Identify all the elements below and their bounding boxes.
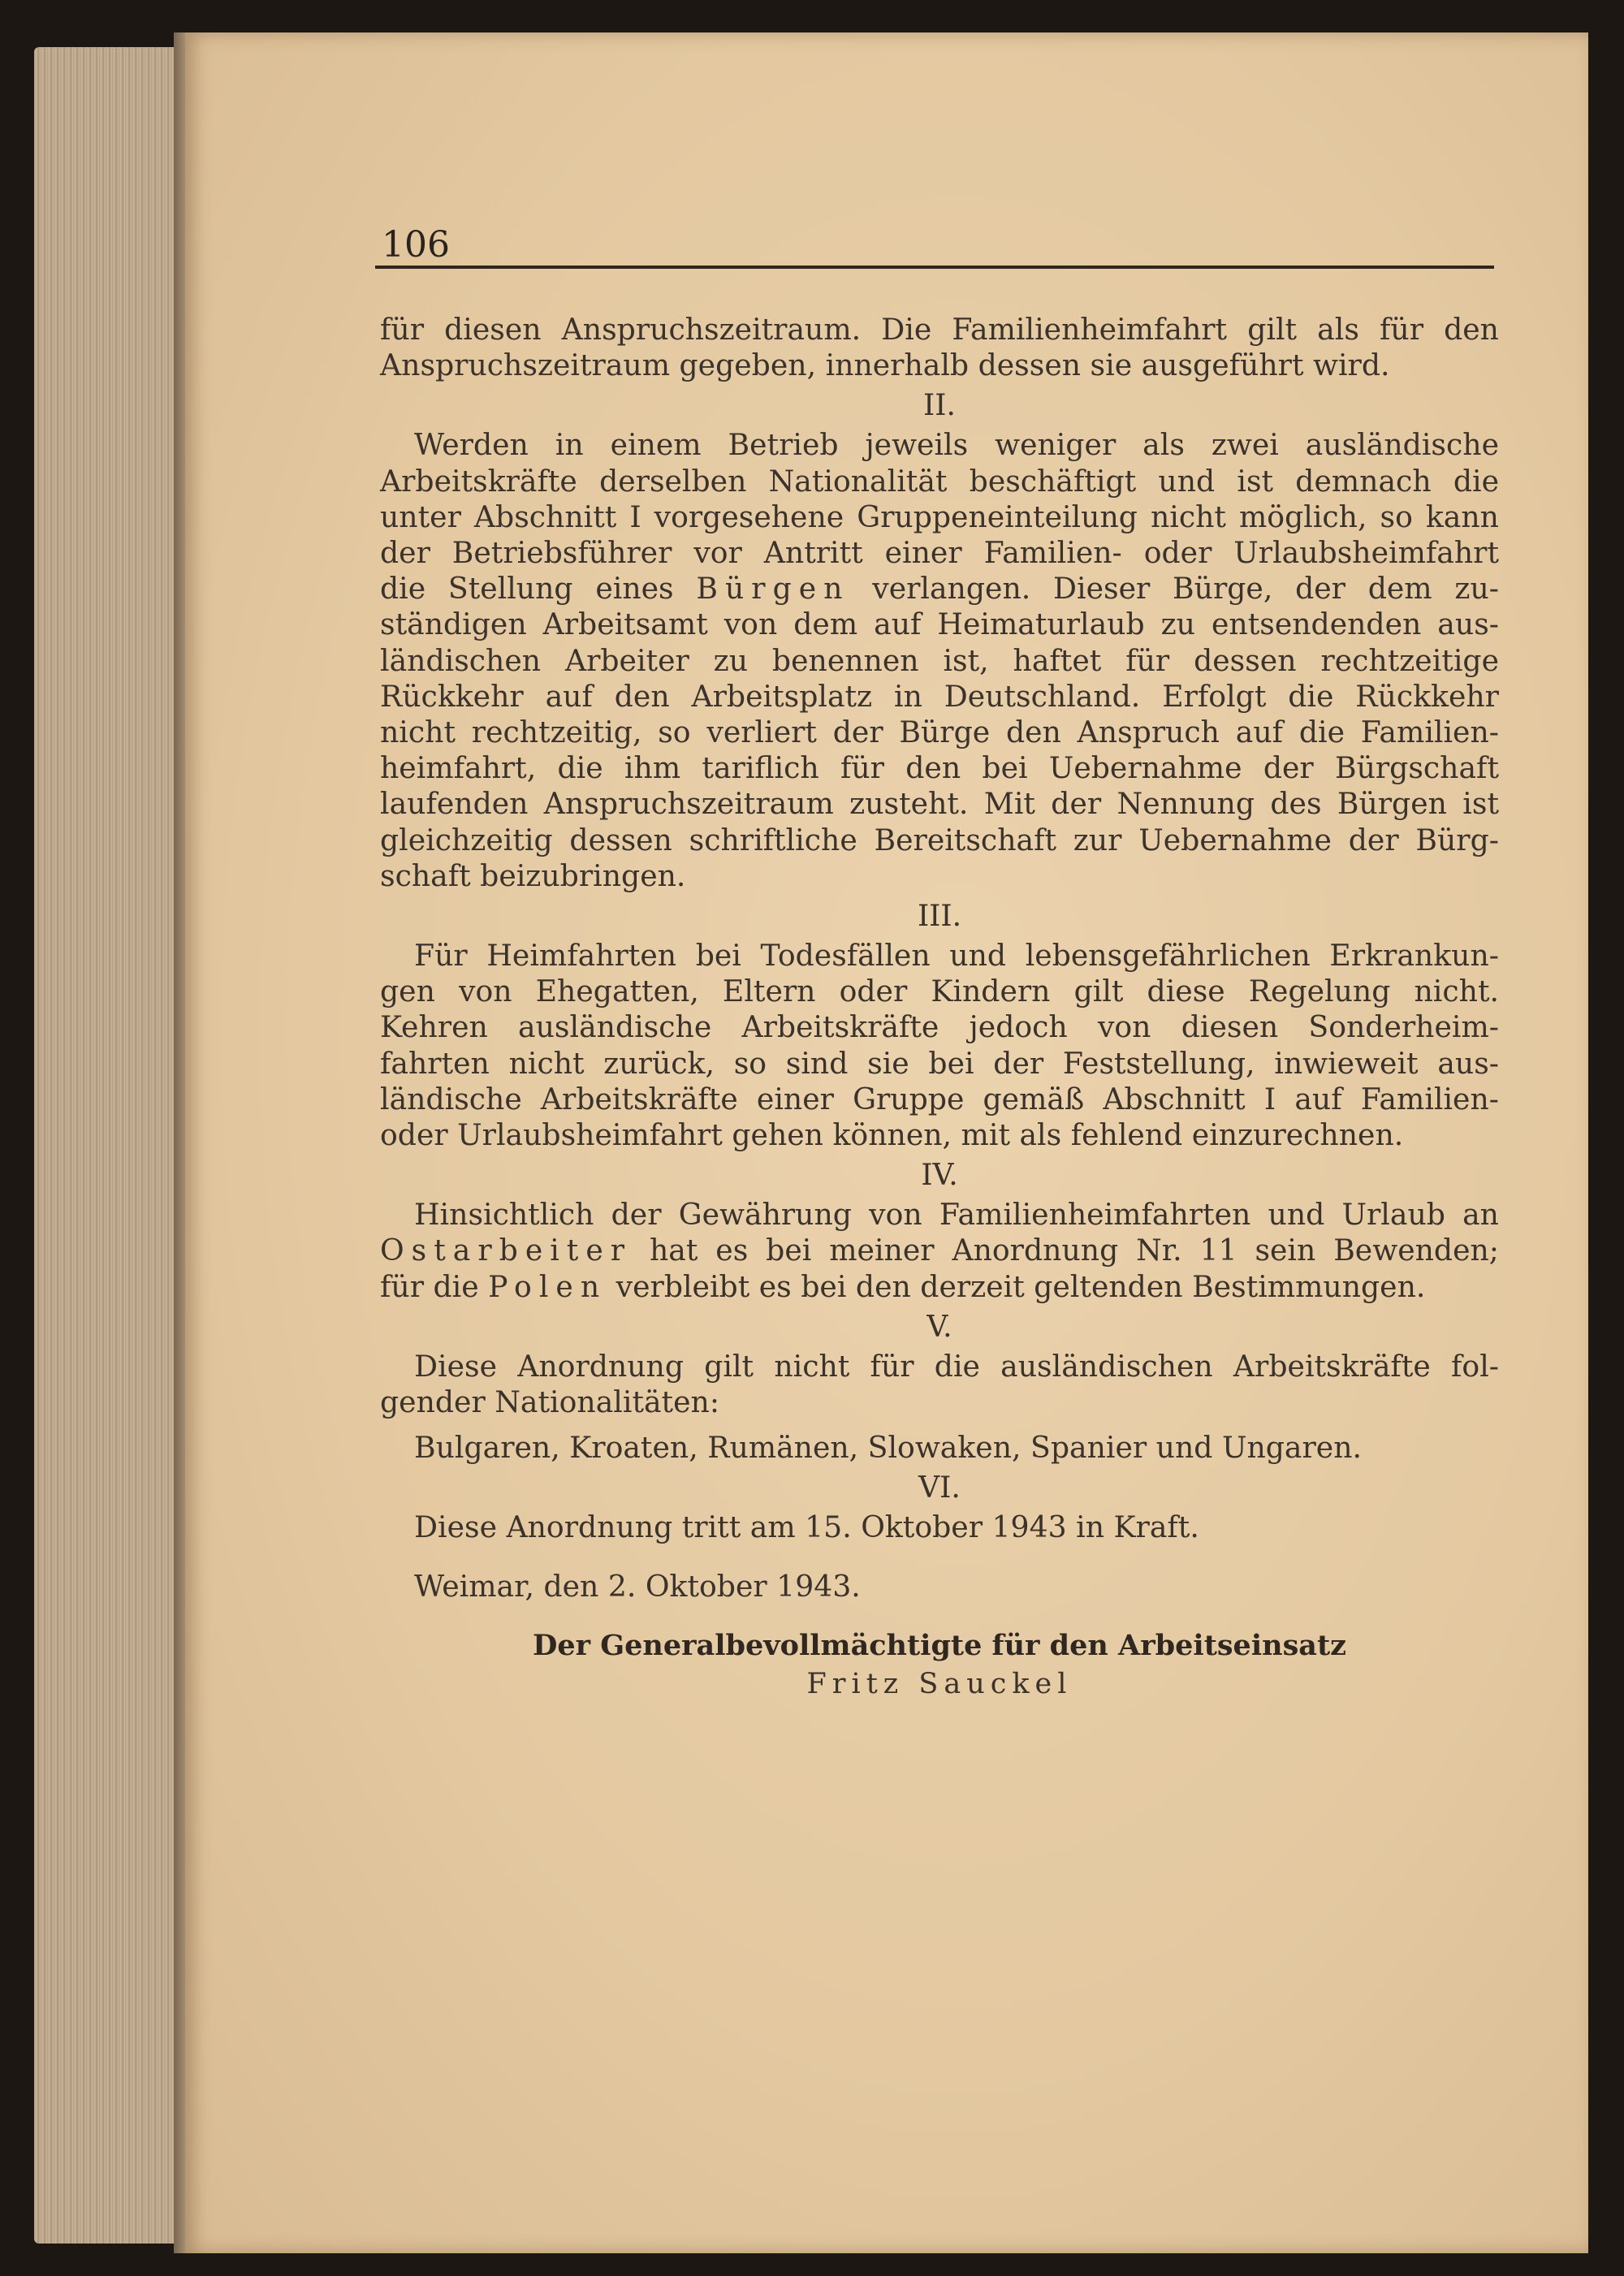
section-heading-ii: II.: [923, 389, 956, 423]
text-line: [380, 571, 1499, 607]
text-line: laufenden Anspruchszeitraum zusteht. Mit der Nennung des Bürgen ist: [380, 786, 1499, 822]
emphasized-term-buergen: Bürgen: [696, 571, 850, 607]
text-line: schaft beizubringen.: [380, 857, 686, 893]
text-line: der Betriebsführer vor Antritt einer Familien- oder Urlaubsheimfahrt: [380, 535, 1499, 571]
text-line: gleichzeitig dessen schriftliche Bereitschaft zur Uebernahme der Bürg-: [380, 822, 1499, 857]
text-line: fahrten nicht zurück, so sind sie bei der Feststellung, inwieweit aus-: [380, 1045, 1499, 1081]
text-line: gen von Ehegatten, Eltern oder Kindern gilt diese Regelung nicht.: [380, 974, 1499, 1009]
text-line: Kehren ausländische Arbeitskräfte jedoch von diesen Sonderheim-: [380, 1009, 1499, 1045]
text-line: [380, 1269, 1499, 1305]
text-line: Rückkehr auf den Arbeitsplatz in Deutschland. Erfolgt die Rückkehr: [380, 678, 1499, 714]
section-heading-v: V.: [926, 1310, 952, 1344]
text-line: nicht rechtzeitig, so verliert der Bürge den Anspruch auf die Familien-: [380, 715, 1499, 750]
text-fragment: hat es bei meiner Anordnung Nr. 11 sein Bewenden;: [649, 1233, 1499, 1268]
section-heading-iv: IV.: [921, 1159, 958, 1193]
section-heading-vi: VI.: [918, 1471, 961, 1505]
continuation-paragraph: [380, 312, 1499, 383]
emphasized-term-ostarbeiter: Ostarbeiter: [380, 1233, 633, 1268]
text-line: [380, 1233, 1499, 1268]
nationalities-list: Bulgaren, Kroaten, Rumänen, Slowaken, Spanier und Ungaren.: [414, 1430, 1363, 1466]
effective-date-line: Diese Anordnung tritt am 15. Oktober 1943 in Kraft.: [414, 1509, 1199, 1545]
text-fragment: zu-: [1454, 571, 1499, 607]
text-line: gender Nationalitäten:: [380, 1384, 720, 1420]
signatory-name: Fritz Sauckel: [806, 1667, 1073, 1700]
emphasized-term-polen: Polen: [488, 1268, 607, 1304]
signatory-title: Der Generalbevollmächtigte für den Arbeitseinsatz: [532, 1628, 1346, 1662]
text-fragment: verbleibt es bei den derzeit geltenden Bestimmungen.: [615, 1268, 1426, 1304]
text-line: ländische Arbeitskräfte einer Gruppe gemäß Abschnitt I auf Familien-: [380, 1081, 1499, 1116]
section-ii-paragraph: [380, 427, 1499, 894]
section-heading-iii: III.: [917, 900, 962, 934]
text-line: Diese Anordnung gilt nicht für die ausländischen Arbeitskräfte fol-: [414, 1348, 1499, 1384]
text-line: Hinsichtlich der Gewährung von Familienheimfahrten und Urlaub an: [414, 1197, 1499, 1233]
section-v-paragraph: [380, 1349, 1499, 1466]
page-number: 106: [382, 224, 450, 266]
text-line: Für Heimfahrten bei Todesfällen und lebensgefährlichen Erkrankun-: [414, 938, 1499, 974]
text-line: Arbeitskräfte derselben Nationalität beschäftigt und ist demnach die: [380, 463, 1499, 499]
text-fragment: für die: [380, 1268, 479, 1304]
text-fragment: die Stellung eines: [380, 571, 674, 607]
text-line: ständigen Arbeitsamt von dem auf Heimaturlaub zu entsendenden aus-: [380, 607, 1499, 642]
text-fragment: verlangen. Dieser Bürge, der dem: [872, 571, 1432, 607]
book-page-edges: [34, 47, 184, 2244]
text-line: heimfahrt, die ihm tariflich für den bei Uebernahme der Bürgschaft: [380, 750, 1499, 786]
section-iii-paragraph: [380, 938, 1499, 1153]
place-and-date: Weimar, den 2. Oktober 1943.: [414, 1568, 861, 1604]
text-line: oder Urlaubsheimfahrt gehen können, mit als fehlend einzurechnen.: [380, 1117, 1404, 1153]
text-line: für diesen Anspruchszeitraum. Die Familienheimfahrt gilt als für den: [380, 312, 1499, 347]
text-line: Anspruchszeitraum gegeben, innerhalb dessen sie ausgeführt wird.: [380, 348, 1390, 383]
text-line: ländischen Arbeiter zu benennen ist, haftet für dessen rechtzeitige: [380, 642, 1499, 678]
header-rule: [375, 266, 1494, 269]
page-body: [380, 312, 1499, 1702]
text-line: unter Abschnitt I vorgesehene Gruppeneinteilung nicht möglich, so kann: [380, 499, 1499, 534]
text-line: Werden in einem Betrieb jeweils weniger als zwei ausländische: [414, 427, 1499, 463]
section-iv-paragraph: [380, 1197, 1499, 1305]
